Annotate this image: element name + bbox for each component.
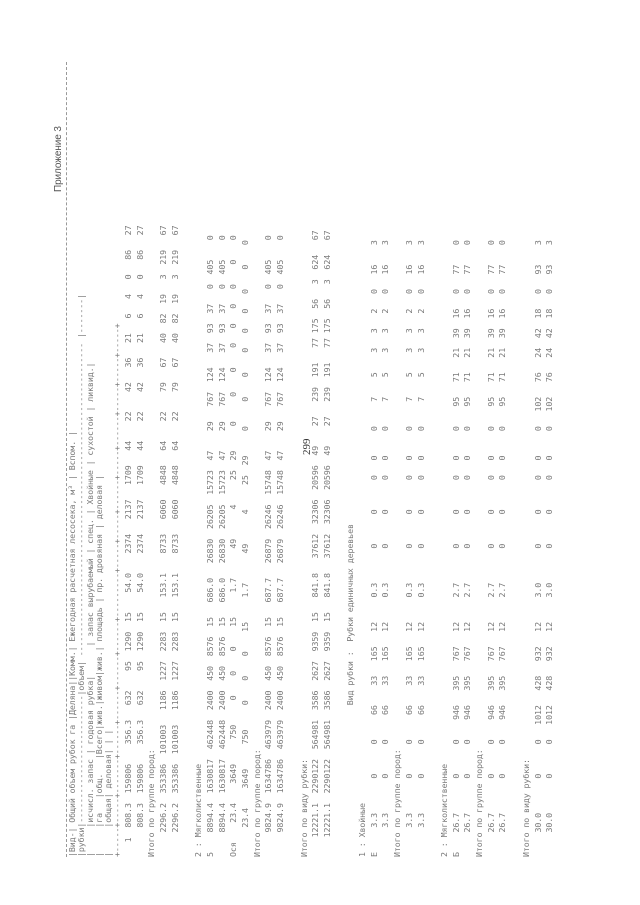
appendix-label: Приложение 3	[53, 126, 64, 192]
table-row: 12221.1 2290122 564981 3586 2627 9359 15 841.8 37612 32306 20596 49 27 239 191 77 175 56 3 624 67	[310, 230, 321, 857]
table-row: Ося 23.4 3649 750 0 0 0 15 1.7 49 4 25 29 0 0 0 0 0 0 0 0 0	[228, 235, 239, 857]
rotated-table	[53, 57, 580, 857]
header-line-1: |Вид-| Общий объем рубок га |Деляна||Комм.| Ежегодная расчетная лесосека, м³ | Вспом. |	[67, 431, 77, 857]
header-line-4: | |га |общ. |Всего|жив.|живом|жив.| площадь | пр. дровяная | деловая |	[94, 475, 104, 857]
table-row: 9824.9 1634786 463979 2400 450 8576 15 687.7 26879 26246 15748 47 29 767 124 37 93 37 0 405 0	[275, 235, 286, 857]
table-row: 30.0 0 0 1012 428 932 12 3.0 0 0 0 0 0 102 76 24 42 18 0 93 3	[544, 240, 555, 857]
table-row: 23.4 3649 750 0 0 0 15 1.7 49 4 25 29 0 0 0 0 0 0 0 0 0	[240, 240, 250, 857]
table-row: Б 26.7 0 0 946 395 767 12 2.7 0 0 0 0 0 95 71 21 39 16 0 77 0	[450, 240, 461, 857]
table-row: 12221.1 2290122 564981 3586 2627 9359 15 841.8 37612 32306 20596 49 27 239 191 77 175 56 3 624 67	[321, 230, 332, 857]
header-line-5: | |общая| деловая| | |	[103, 729, 113, 857]
table-row: 808.3 159806 356.3 632 95 1290 15 54.0 2374 2137 1709 44 22 42 36 21 6 4 0 86 27	[134, 225, 145, 857]
table-row: Е 3.3 0 0 66 33 165 12 0.3 0 0 0 0 0 7 5 3 3 2 0 16 3	[368, 240, 379, 857]
table-row: Итого по группе пород:	[251, 749, 262, 857]
table-row: 9824.9 1634786 463979 2400 450 8576 15 687.7 26879 26246 15748 47 29 767 124 37 93 37 0 405 0	[263, 235, 274, 857]
header-line-2: |рубки|--------------------------|объем| ---------------------------------------------------------------- |-------|	[76, 294, 86, 857]
table-row: 3.3 0 0 66 33 165 12 0.3 0 0 0 0 0 7 5 3 3 2 0 16 3	[380, 240, 391, 857]
table-row: Итого по группе пород:	[474, 749, 484, 857]
header-line-6: +-----+-----+-------+------+------+------+------+---------+-----+-----+------+-----+------+-----+-----+-----+	[112, 323, 122, 857]
table-row: 2 : Мягколиственные	[438, 763, 449, 857]
table-row: Итого по группе пород:	[146, 749, 157, 857]
table-row: 2296.2 353386 101003 1186 1227 2283 15 153.1 8733 6060 4848 64 22 79 67 40 82 19 3 219 67	[158, 225, 169, 857]
table-row: 5 8894.4 1630817 462448 2400 450 8576 15 686.0 26830 26205 15723 47 29 767 124 37 93 37 0 405 0	[204, 235, 215, 857]
table-row: 2296.2 353386 101003 1186 1227 2283 15 153.1 8733 6060 4848 64 22 79 67 40 82 19 3 219 67	[169, 225, 180, 857]
table-row: 26.7 0 0 946 395 767 12 2.7 0 0 0 0 0 95 71 21 39 16 0 77 0	[485, 240, 496, 857]
table-row: 30.0 0 0 1012 428 932 12 3.0 0 0 0 0 0 102 76 24 42 18 0 93 3	[532, 240, 543, 857]
table-row: Итого по группе пород:	[392, 749, 403, 857]
table-row: Итого по виду рубки:	[520, 759, 531, 857]
table-row: 8894.4 1630817 462448 2400 450 8576 15 686.0 26830 26205 15723 47 29 767 124 37 93 37 0 405 0	[216, 235, 227, 857]
table-row: 2 : Мягколиственные	[193, 763, 204, 857]
table-row: 1 : Хвойные	[357, 803, 367, 857]
table-row: Вид рубки : Рубки единичных деревьев	[345, 524, 356, 857]
table-row: 3.3 0 0 66 33 165 12 0.3 0 0 0 0 0 7 5 3 3 2 0 16 3	[403, 240, 414, 857]
table-row: 26.7 0 0 946 395 767 12 2.7 0 0 0 0 0 95 71 21 39 16 0 77 0	[497, 240, 508, 857]
header-line-3: | |исчисл. запас | годовая рубка| | запас вырубаемый | спец. | Хвойные | сухостой | ликвид.|	[85, 362, 95, 857]
table-row: 26.7 0 0 946 395 767 12 2.7 0 0 0 0 0 95 71 21 39 16 0 77 0	[462, 240, 473, 857]
table-row: 1 808.3 159806 356.3 632 95 1290 15 54.0 2374 2137 1709 44 22 42 36 21 6 4 0 86 27	[123, 225, 133, 857]
page-number: 299	[301, 438, 313, 455]
table-row: 3.3 0 0 66 33 165 12 0.3 0 0 0 0 0 7 5 3 3 2 0 16 3	[415, 240, 426, 857]
table-row: Итого по виду рубки:	[298, 759, 309, 857]
